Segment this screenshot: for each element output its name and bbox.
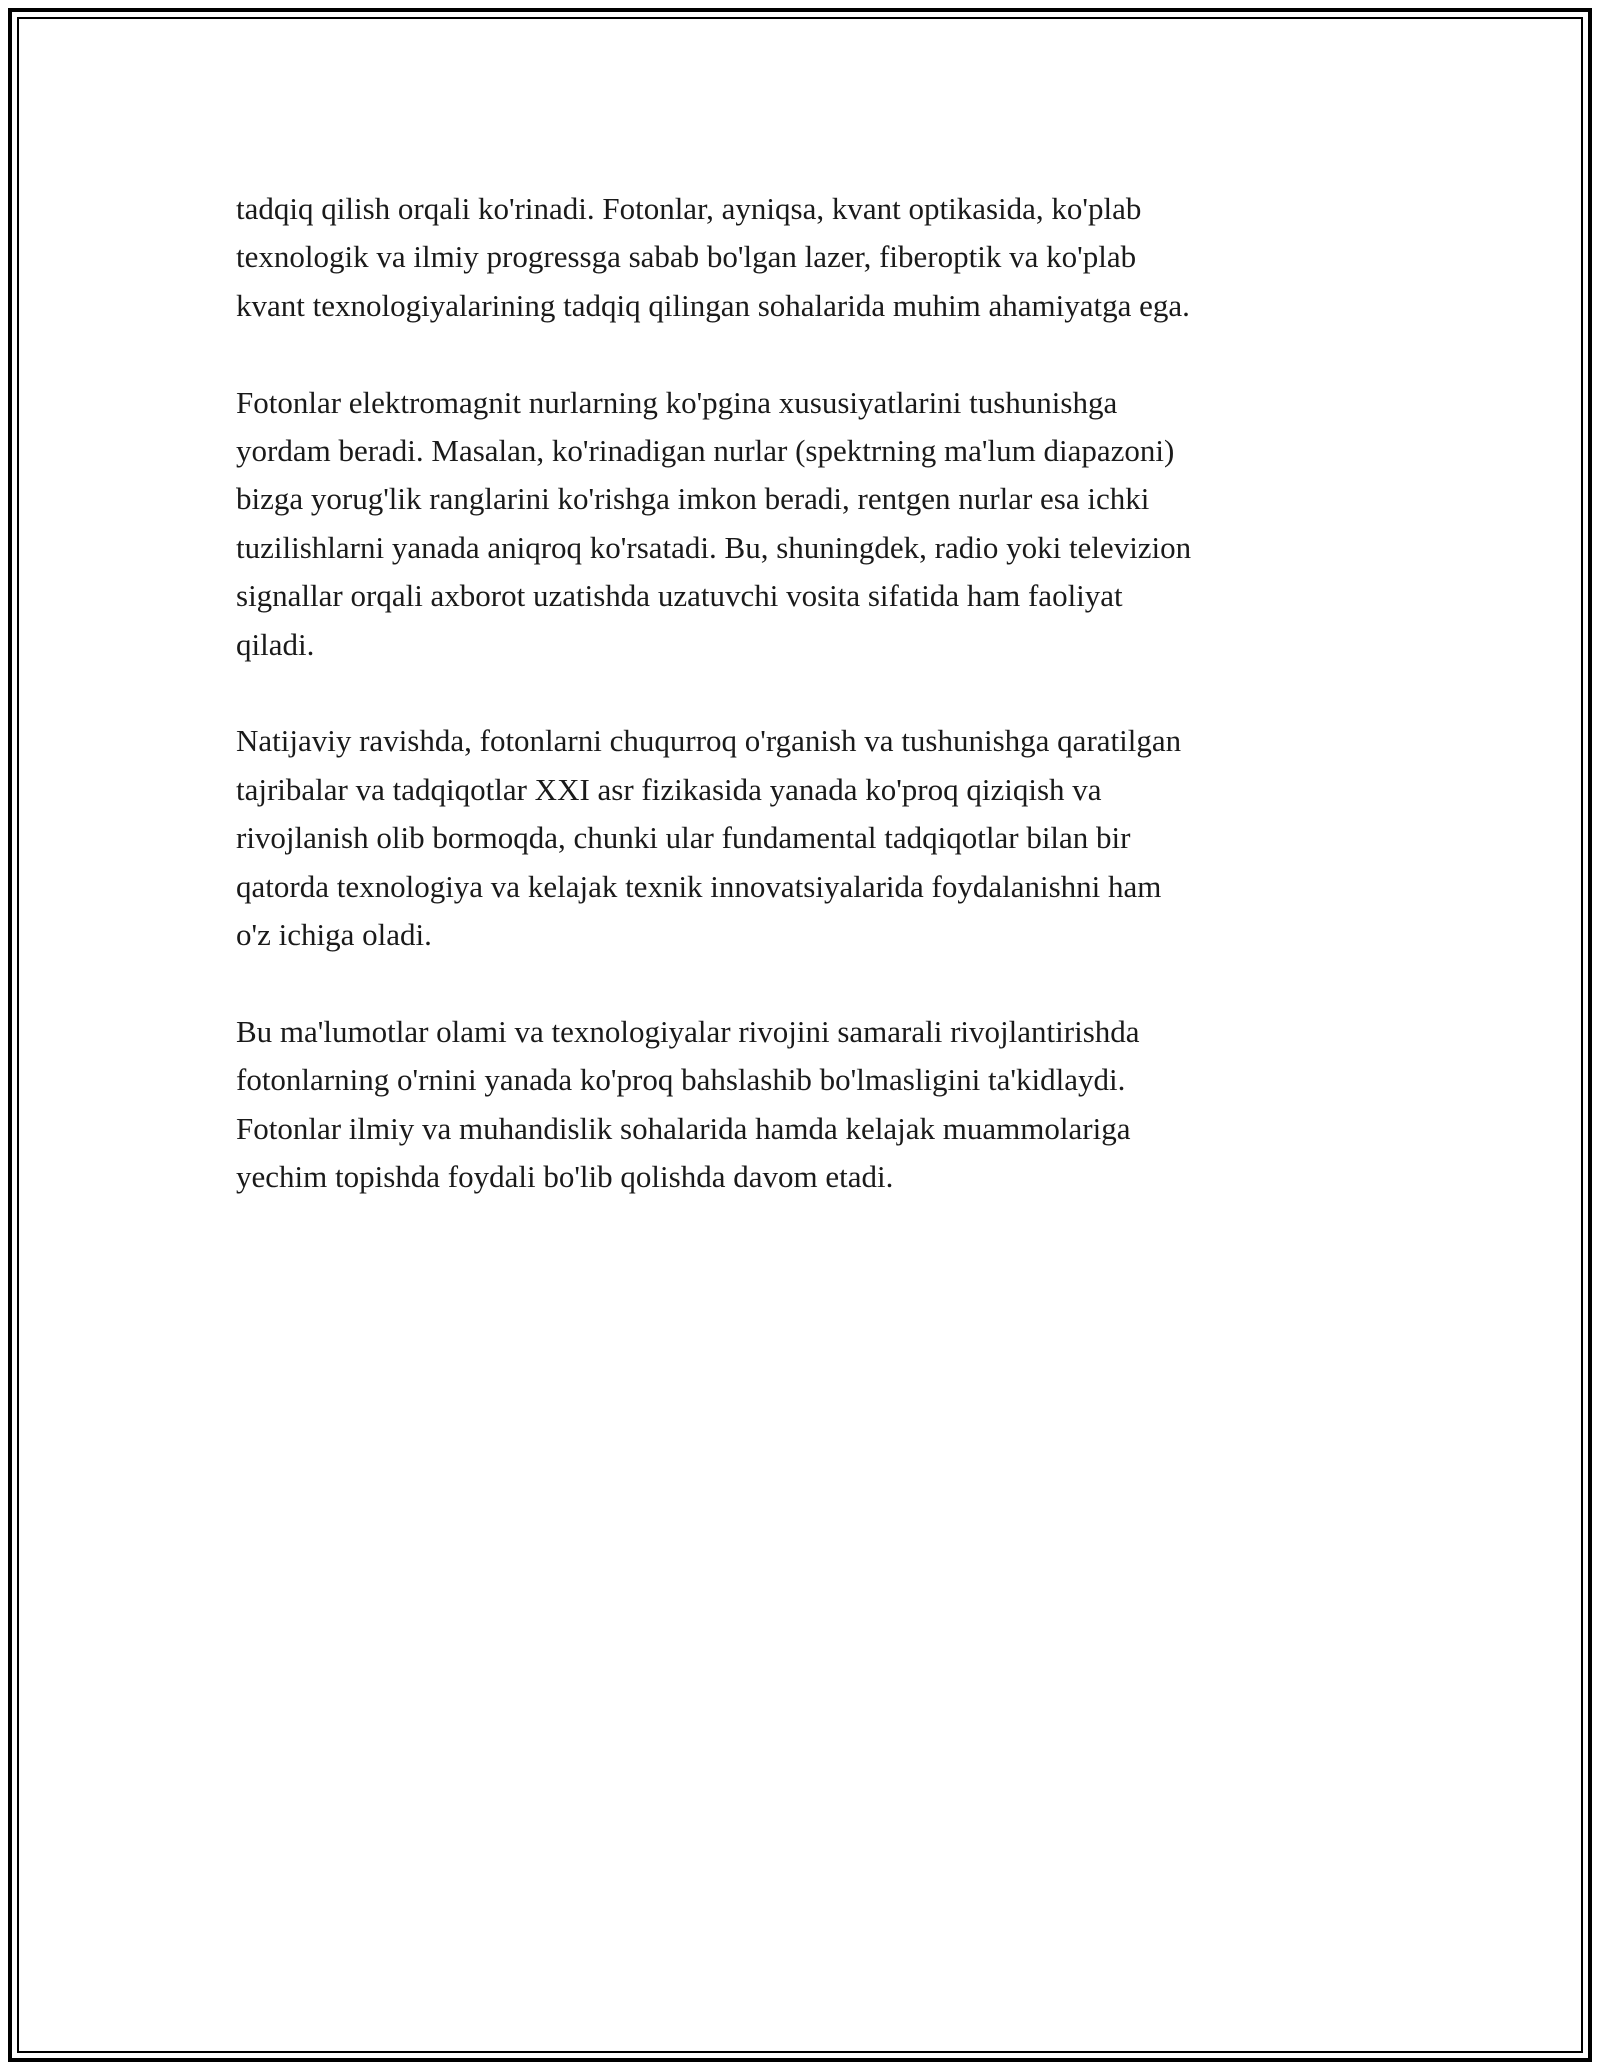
text-line: fotonlarning o'rnini yanada ko'proq bahslashib bo'lmasligini ta'kidlaydi. (236, 1062, 1126, 1098)
text-line: o'z ichiga oladi. (236, 917, 432, 953)
text-line: Fotonlar elektromagnit nurlarning ko'pgina xususiyatlarini tushunishga (236, 384, 1118, 420)
text-line: Natijaviy ravishda, fotonlarni chuqurroq o'rganish va tushunishga qaratilgan (236, 723, 1182, 759)
text-line: tuzilishlarni yanada aniqroq ko'rsatadi. Bu, shuningdek, radio yoki televizion (236, 529, 1192, 565)
text-line: bizga yorug'lik ranglarini ko'rishga imkon beradi, rentgen nurlar esa ichki (236, 481, 1150, 517)
text-line: Fotonlar ilmiy va muhandislik sohalarida hamda kelajak muammolariga (236, 1110, 1131, 1146)
text-line: Bu ma'lumotlar olami va texnologiyalar rivojini samarali rivojlantirishda (236, 1013, 1140, 1049)
paragraph-2 (236, 379, 1386, 669)
text-line: qatorda texnologiya va kelajak texnik innovatsiyalarida foydalanishni ham (236, 868, 1162, 904)
text-line: kvant texnologiyalarining tadqiq qilingan sohalarida muhim ahamiyatga ega. (236, 287, 1190, 323)
text-line: tadqiq qilish orqali ko'rinadi. Fotonlar, ayniqsa, kvant optikasida, ko'plab (236, 191, 1142, 226)
document-body (236, 185, 1386, 1250)
text-line: yordam beradi. Masalan, ko'rinadigan nurlar (spektrning ma'lum diapazoni) (236, 433, 1175, 469)
paragraph-4 (236, 1008, 1386, 1202)
text-line: yechim topishda foydali bo'lib qolishda davom etadi. (236, 1159, 894, 1195)
text-line: rivojlanish olib bormoqda, chunki ular fundamental tadqiqotlar bilan bir (236, 820, 1131, 856)
text-line: texnologik va ilmiy progressga sabab bo'lgan lazer, fiberoptik va ko'plab (236, 239, 1137, 275)
text-line: tajribalar va tadqiqotlar XXI asr fizikasida yanada ko'proq qiziqish va (236, 771, 1102, 807)
paragraph-3 (236, 717, 1386, 959)
text-line: qiladi. (236, 626, 315, 662)
paragraph-1 (236, 185, 1386, 330)
text-line: signallar orqali axborot uzatishda uzatuvchi vosita sifatida ham faoliyat (236, 578, 1123, 614)
